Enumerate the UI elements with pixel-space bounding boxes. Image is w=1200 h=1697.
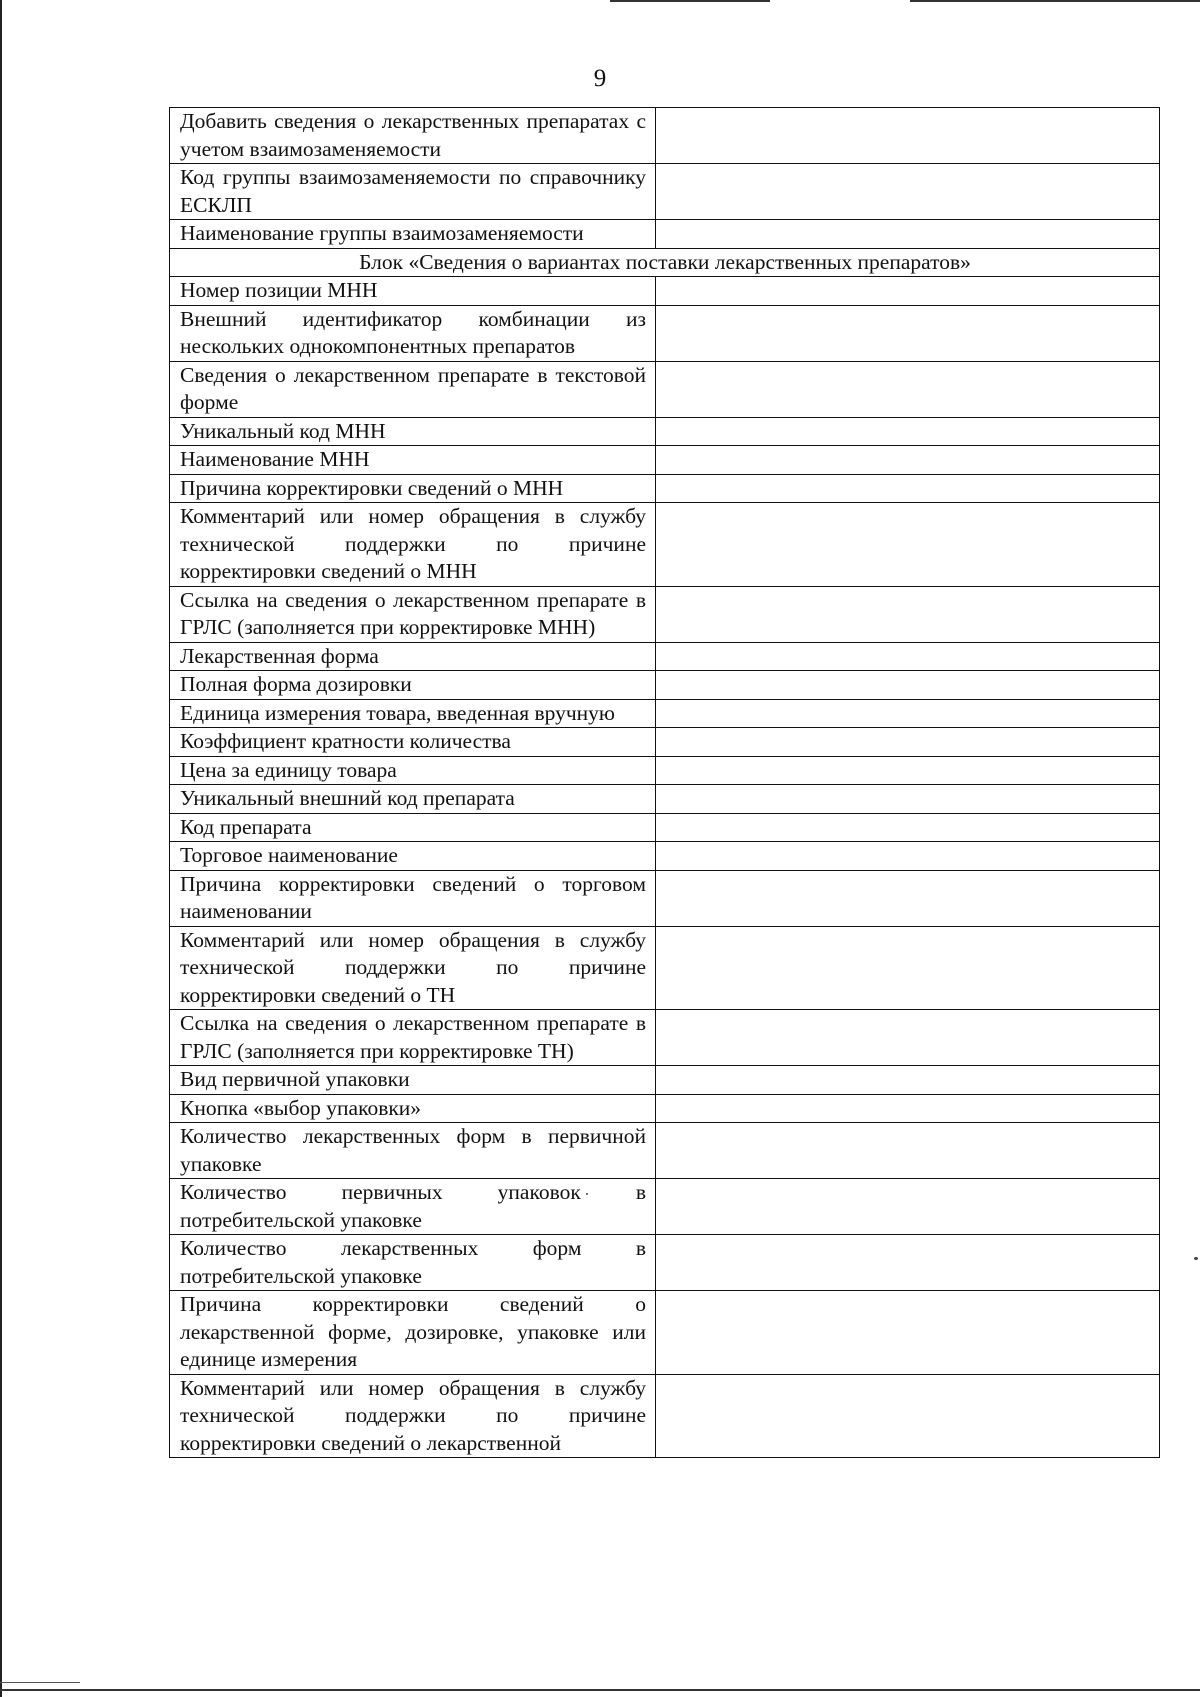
field-label: Причина корректировки сведений о лекарственной форме, дозировке, упаковке или единице измерения — [170, 1291, 656, 1375]
field-label: Добавить сведения о лекарственных препаратах с учетом взаимозаменяемости — [170, 108, 656, 164]
field-label: Количество первичных упаковок в потребительской упаковке — [170, 1179, 656, 1235]
scan-artifact-top-line — [610, 0, 770, 2]
field-value-cell[interactable] — [656, 446, 1160, 475]
fields-table — [169, 107, 1160, 1458]
field-label: Уникальный внешний код препарата — [170, 785, 656, 814]
fields-table-body — [170, 108, 1160, 1458]
field-value-cell[interactable] — [656, 842, 1160, 871]
table-row — [170, 1291, 1160, 1375]
field-value-cell[interactable] — [656, 305, 1160, 361]
table-row — [170, 926, 1160, 1010]
field-label: Количество лекарственных форм в первичной упаковке — [170, 1123, 656, 1179]
table-row — [170, 671, 1160, 700]
field-value-cell[interactable] — [656, 671, 1160, 700]
scan-artifact-bottom-line — [0, 1682, 80, 1683]
field-value-cell[interactable] — [656, 417, 1160, 446]
field-value-cell[interactable] — [656, 1010, 1160, 1066]
field-label: Лекарственная форма — [170, 642, 656, 671]
table-row — [170, 642, 1160, 671]
table-row — [170, 756, 1160, 785]
table-row — [170, 1235, 1160, 1291]
field-value-cell[interactable] — [656, 586, 1160, 642]
scan-speck — [1194, 1257, 1198, 1260]
table-row — [170, 108, 1160, 164]
field-label: Полная форма дозировки — [170, 671, 656, 700]
field-value-cell[interactable] — [656, 474, 1160, 503]
field-label: Торговое наименование — [170, 842, 656, 871]
field-label: Код препарата — [170, 813, 656, 842]
field-value-cell[interactable] — [656, 756, 1160, 785]
field-label: Наименование МНН — [170, 446, 656, 475]
table-row — [170, 1123, 1160, 1179]
field-value-cell[interactable] — [656, 1066, 1160, 1095]
field-value-cell[interactable] — [656, 699, 1160, 728]
field-label: Единица измерения товара, введенная вручную — [170, 699, 656, 728]
field-value-cell[interactable] — [656, 813, 1160, 842]
table-row — [170, 1094, 1160, 1123]
field-value-cell[interactable] — [656, 785, 1160, 814]
table-row — [170, 164, 1160, 220]
field-label: Внешний идентификатор комбинации из нескольких однокомпонентных препаратов — [170, 305, 656, 361]
field-value-cell[interactable] — [656, 1123, 1160, 1179]
table-row — [170, 361, 1160, 417]
field-value-cell[interactable] — [656, 361, 1160, 417]
field-label: Ссылка на сведения о лекарственном препарате в ГРЛС (заполняется при корректировке МНН) — [170, 586, 656, 642]
block-header-row — [170, 248, 1160, 277]
field-value-cell[interactable] — [656, 1291, 1160, 1375]
field-value-cell[interactable] — [656, 503, 1160, 587]
field-value-cell[interactable] — [656, 164, 1160, 220]
table-row — [170, 417, 1160, 446]
table-row — [170, 785, 1160, 814]
scan-edge-left — [0, 0, 2, 1697]
table-row — [170, 503, 1160, 587]
block-title: Блок «Сведения о вариантах поставки лекарственных препаратов» — [170, 248, 1160, 277]
field-label: Сведения о лекарственном препарате в текстовой форме — [170, 361, 656, 417]
field-label: Комментарий или номер обращения в службу технической поддержки по причине корректировки сведений о МНН — [170, 503, 656, 587]
field-value-cell[interactable] — [656, 870, 1160, 926]
table-row — [170, 446, 1160, 475]
field-label: Кнопка «выбор упаковки» — [170, 1094, 656, 1123]
field-label: Уникальный код МНН — [170, 417, 656, 446]
field-label: Коэффициент кратности количества — [170, 728, 656, 757]
field-value-cell[interactable] — [656, 1094, 1160, 1123]
table-row — [170, 870, 1160, 926]
scan-artifact-top-line — [910, 0, 1200, 2]
field-label: Номер позиции МНН — [170, 277, 656, 306]
field-label: Код группы взаимозаменяемости по справочнику ЕСКЛП — [170, 164, 656, 220]
table-row — [170, 1179, 1160, 1235]
table-row — [170, 813, 1160, 842]
field-value-cell[interactable] — [656, 108, 1160, 164]
field-value-cell[interactable] — [656, 642, 1160, 671]
table-row — [170, 699, 1160, 728]
table-row — [170, 1010, 1160, 1066]
field-value-cell[interactable] — [656, 1179, 1160, 1235]
scan-artifact-bottom-line — [0, 1689, 1200, 1691]
field-label: Ссылка на сведения о лекарственном препарате в ГРЛС (заполняется при корректировке ТН) — [170, 1010, 656, 1066]
table-row — [170, 728, 1160, 757]
table-row — [170, 586, 1160, 642]
field-value-cell[interactable] — [656, 1374, 1160, 1458]
table-row — [170, 220, 1160, 249]
table-row — [170, 842, 1160, 871]
field-value-cell[interactable] — [656, 220, 1160, 249]
table-row — [170, 1066, 1160, 1095]
field-label: Наименование группы взаимозаменяемости — [170, 220, 656, 249]
field-value-cell[interactable] — [656, 277, 1160, 306]
field-label: Вид первичной упаковки — [170, 1066, 656, 1095]
field-value-cell[interactable] — [656, 926, 1160, 1010]
table-row — [170, 305, 1160, 361]
field-label: Причина корректировки сведений о МНН — [170, 474, 656, 503]
table-row — [170, 474, 1160, 503]
table-row — [170, 1374, 1160, 1458]
field-label: Цена за единицу товара — [170, 756, 656, 785]
field-label: Комментарий или номер обращения в службу технической поддержки по причине корректировки сведений о ТН — [170, 926, 656, 1010]
field-label: Причина корректировки сведений о торговом наименовании — [170, 870, 656, 926]
field-value-cell[interactable] — [656, 1235, 1160, 1291]
field-value-cell[interactable] — [656, 728, 1160, 757]
table-row — [170, 277, 1160, 306]
field-label: Количество лекарственных форм в потребительской упаковке — [170, 1235, 656, 1291]
field-label: Комментарий или номер обращения в службу технической поддержки по причине корректировки сведений о лекарственной — [170, 1374, 656, 1458]
page-number: 9 — [593, 65, 607, 92]
